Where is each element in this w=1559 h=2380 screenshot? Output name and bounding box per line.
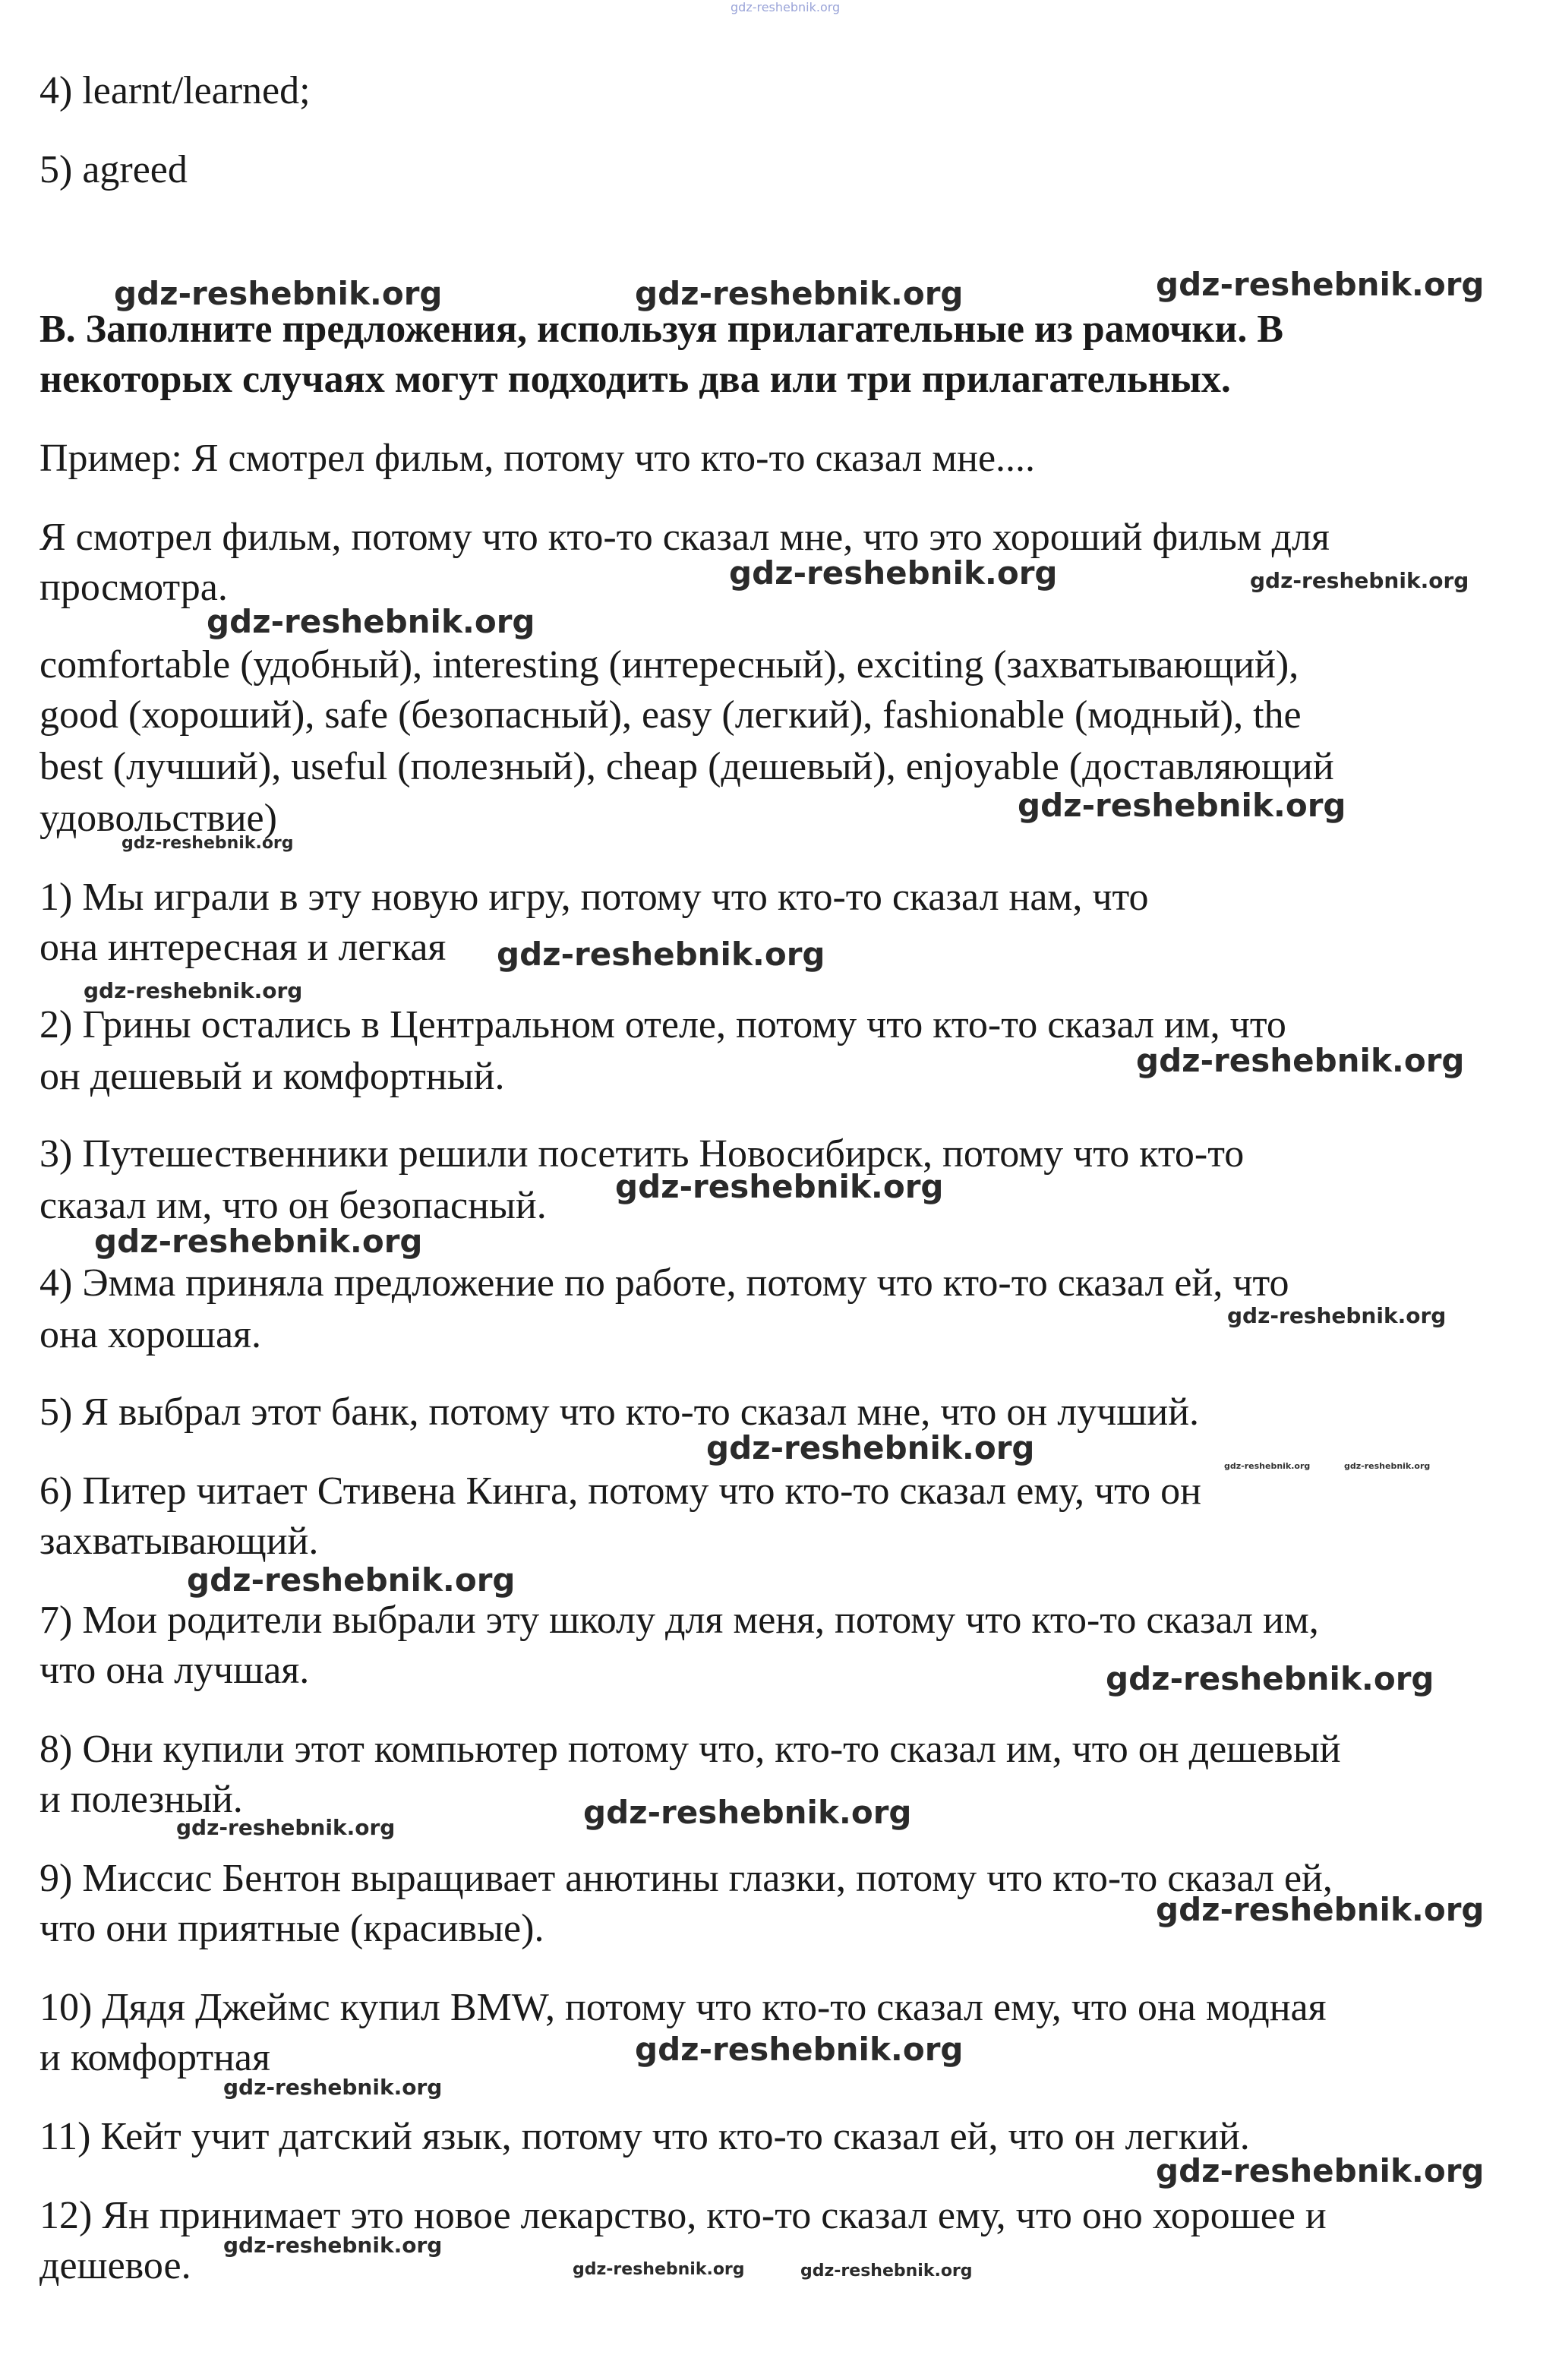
answer-7-line-2: что она лучшая. [39,1649,310,1692]
answer-9-line-1: 9) Миссис Бентон выращивает анютины глазки, потому что кто-то сказал ей, [39,1857,1333,1900]
word-box-line-4: удовольствие) [39,797,277,840]
answer-12-line-2: дешевое. [39,2244,191,2287]
watermark: gdz-reshebnik.org [114,275,443,312]
answer-10-line-1: 10) Дядя Джеймс купил BMW, потому что кто-то сказал ему, что она модная [39,1986,1327,2029]
watermark: gdz-reshebnik.org [1156,2152,1485,2189]
watermark: gdz-reshebnik.org [176,1815,396,1840]
watermark: gdz-reshebnik.org [635,2031,964,2068]
answer-6-line-1: 6) Питер читает Стивена Кинга, потому что кто-то сказал ему, что он [39,1469,1201,1513]
answer-8-line-2: и полезный. [39,1778,243,1821]
watermark: gdz-reshebnik.org [583,1794,912,1831]
answer-11-line-1: 11) Кейт учит датский язык, потому что кто-то сказал ей, что он легкий. [39,2115,1250,2158]
section-b-heading-line-2: некоторых случаях могут подходить два или три прилагательных. [39,358,1231,401]
watermark: gdz-reshebnik.org [122,834,294,853]
watermark: gdz-reshebnik.org [1227,1303,1447,1328]
word-box-line-2: good (хороший), safe (безопасный), easy (легкий), fashionable (модный), the [39,693,1302,737]
watermark: gdz-reshebnik.org [1250,568,1469,593]
answer-2-line-1: 2) Грины остались в Центральном отеле, потому что кто-то сказал им, что [39,1003,1286,1046]
watermark: gdz-reshebnik.org [497,936,825,973]
watermark: gdz-reshebnik.org [731,0,841,14]
watermark: gdz-reshebnik.org [223,2075,443,2100]
answer-10-line-2: и комфортная [39,2036,270,2079]
watermark: gdz-reshebnik.org [1106,1660,1434,1697]
watermark: gdz-reshebnik.org [635,275,964,312]
watermark: gdz-reshebnik.org [1156,1891,1485,1928]
answer-1-line-2: она интересная и легкая [39,926,447,969]
watermark: gdz-reshebnik.org [706,1429,1035,1466]
watermark: gdz-reshebnik.org [84,978,303,1003]
watermark: gdz-reshebnik.org [1224,1461,1311,1471]
answer-3-line-1: 3) Путешественники решили посетить Новосибирск, потому что кто-то [39,1132,1245,1176]
answer-3-line-2: сказал им, что он безопасный. [39,1184,547,1227]
answer-4-line-2: она хорошая. [39,1313,261,1356]
watermark: gdz-reshebnik.org [187,1561,516,1599]
watermark: gdz-reshebnik.org [615,1168,944,1205]
answer-4-learned: 4) learnt/learned; [39,69,311,112]
example-answer-line-2: просмотра. [39,566,228,609]
example-answer-line-1: Я смотрел фильм, потому что кто-то сказал мне, что это хороший фильм для [39,516,1330,559]
section-b-heading-line-1: B. Заполните предложения, используя прилагательные из рамочки. В [39,308,1283,351]
word-box-line-1: comfortable (удобный), interesting (интересный), exciting (захватывающий), [39,643,1299,687]
word-box-line-3: best (лучший), useful (полезный), cheap (дешевый), enjoyable (доставляющий [39,745,1334,788]
watermark: gdz-reshebnik.org [94,1223,423,1260]
answer-2-line-2: он дешевый и комфортный. [39,1055,505,1098]
watermark: gdz-reshebnik.org [1156,266,1485,303]
answer-7-line-1: 7) Мои родители выбрали эту школу для меня, потому что кто-то сказал им, [39,1599,1319,1642]
watermark: gdz-reshebnik.org [1136,1042,1465,1079]
answer-9-line-2: что они приятные (красивые). [39,1907,544,1950]
answer-4-line-1: 4) Эмма приняла предложение по работе, потому что кто-то сказал ей, что [39,1261,1289,1305]
example-prompt: Пример: Я смотрел фильм, потому что кто-то сказал мне.... [39,437,1036,480]
watermark: gdz-reshebnik.org [729,554,1058,592]
answer-1-line-1: 1) Мы играли в эту новую игру, потому что кто-то сказал нам, что [39,876,1149,919]
watermark: gdz-reshebnik.org [207,603,535,640]
watermark: gdz-reshebnik.org [1018,787,1346,824]
answer-5-agreed: 5) agreed [39,148,188,191]
answer-12-line-1: 12) Ян принимает это новое лекарство, кто-то сказал ему, что оно хорошее и [39,2194,1327,2237]
answer-5-line-1: 5) Я выбрал этот банк, потому что кто-то сказал мне, что он лучший. [39,1390,1200,1434]
watermark: gdz-reshebnik.org [573,2260,745,2279]
watermark: gdz-reshebnik.org [223,2233,443,2258]
answer-6-line-2: захватывающий. [39,1520,319,1563]
watermark: gdz-reshebnik.org [800,2262,973,2281]
watermark: gdz-reshebnik.org [1344,1461,1431,1471]
answer-8-line-1: 8) Они купили этот компьютер потому что, кто-то сказал им, что он дешевый [39,1728,1341,1771]
